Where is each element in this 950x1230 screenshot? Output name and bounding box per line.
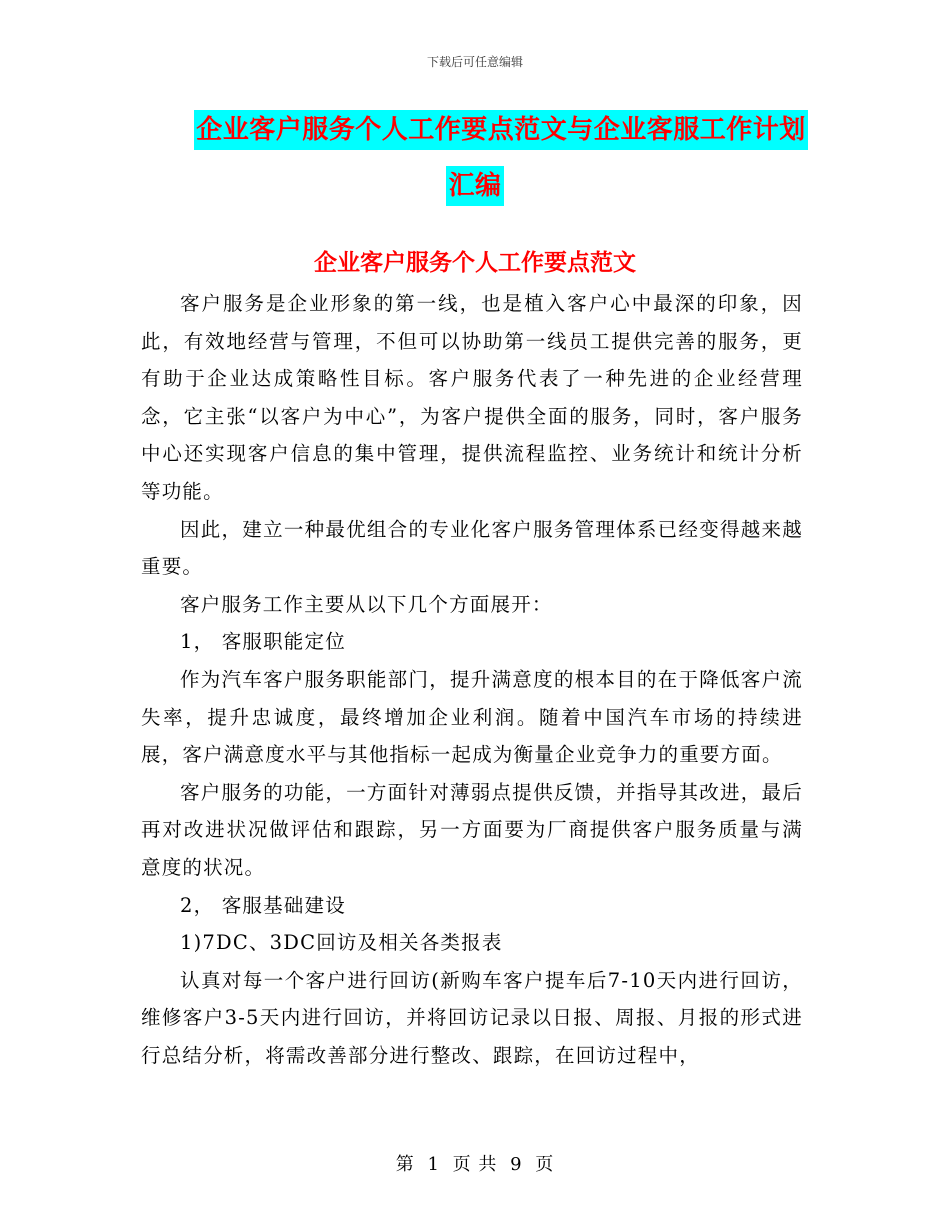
title-line-1: 企业客户服务个人工作要点范文与企业客服工作计划	[194, 110, 808, 150]
footer-middle: 页 共	[452, 1154, 498, 1175]
section-heading: 企业客户服务个人工作要点范文	[314, 249, 636, 276]
page-number: 1	[427, 1154, 440, 1175]
paragraph: 认真对每一个客户进行回访(新购车客户提车后7-10天内进行回访，维修客户3-5天内进行回访，并将回访记录以日报、周报、月报的形式进行总结分析，将需改善部分进行整改、跟踪，在回访过程中，	[141, 968, 803, 1067]
header-note: 下载后可任意编辑	[426, 55, 523, 69]
title-line-2: 汇编	[446, 166, 503, 206]
paragraph: 客户服务工作主要从以下几个方面展开：	[180, 592, 553, 616]
footer-prefix: 第	[395, 1154, 415, 1175]
sub-heading: 1)7DC、3DC回访及相关各类报表	[180, 931, 503, 955]
numbered-heading: 1， 客服职能定位	[180, 630, 346, 654]
document-body	[141, 285, 803, 1074]
document-title	[140, 110, 810, 222]
paragraph: 因此，建立一种最优组合的专业化客户服务管理体系已经变得越来越重要。	[141, 517, 803, 579]
paragraph: 作为汽车客户服务职能部门，提升满意度的根本目的在于降低客户流失率，提升忠诚度，最终增加企业利润。随着中国汽车市场的持续进展，客户满意度水平与其他指标一起成为衡量企业竞争力的重要方面。	[141, 667, 803, 767]
footer-suffix: 页	[535, 1154, 555, 1175]
paragraph: 客户服务是企业形象的第一线，也是植入客户心中最深的印象，因此，有效地经营与管理，不但可以协助第一线员工提供完善的服务，更有助于企业达成策略性目标。客户服务代表了一种先进的企业经营理念，它主张“以客户为中心”，为客户提供全面的服务，同时，客户服务中心还实现客户信息的集中管理，提供流程监控、业务统计和统计分析等功能。	[141, 292, 803, 503]
numbered-heading: 2， 客服基础建设	[180, 893, 346, 917]
page-footer	[0, 1150, 950, 1176]
page-total: 9	[510, 1154, 523, 1175]
paragraph: 客户服务的功能，一方面针对薄弱点提供反馈，并指导其改进，最后再对改进状况做评估和跟踪，另一方面要为厂商提供客户服务质量与满意度的状况。	[141, 780, 803, 879]
